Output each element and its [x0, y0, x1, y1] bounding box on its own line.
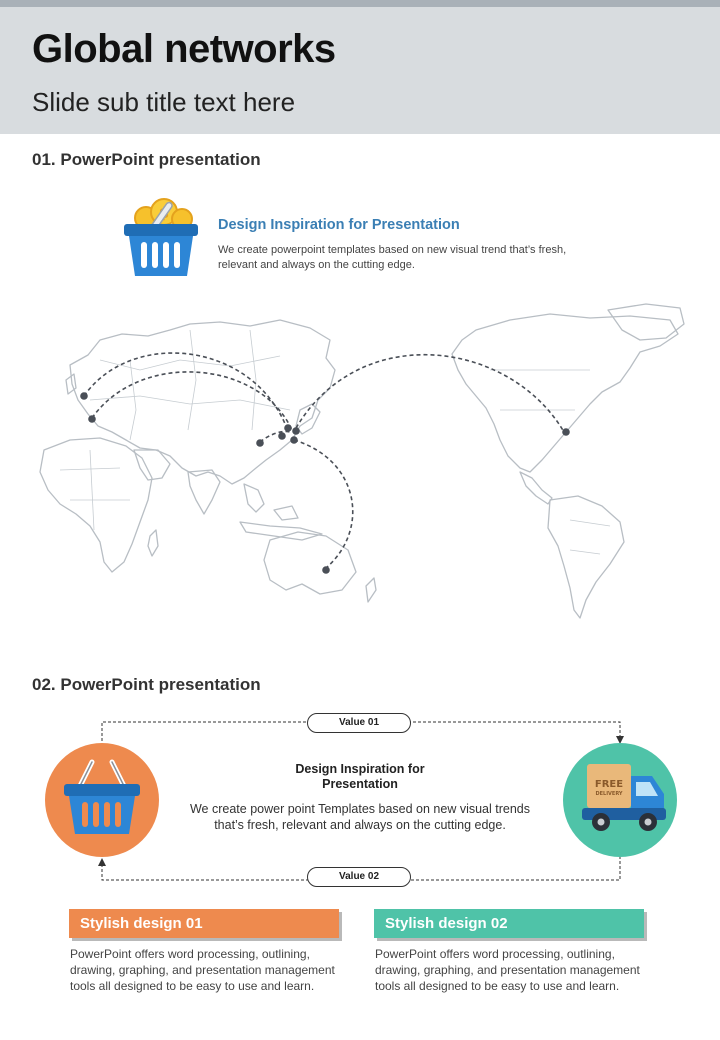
- card-2-title: Stylish design 02: [374, 909, 644, 938]
- card-2-text: PowerPoint offers word processing, outlining, drawing, graphing, and presentation management tools all designed to be easy to use and learn.: [375, 947, 640, 993]
- value-02-pill: Value 02: [307, 867, 411, 887]
- shopping-basket-coins-icon: [120, 196, 202, 280]
- basket-icon: [44, 742, 162, 860]
- feature-text: We create powerpoint templates based on new visual trend that’s fresh, relevant and always on the cutting edge.: [218, 244, 567, 271]
- truck-label-free: FREE: [594, 779, 624, 790]
- section-1-heading: 01. PowerPoint presentation: [32, 150, 261, 169]
- top-accent-bar: [0, 0, 720, 7]
- card-1-title: Stylish design 01: [69, 909, 339, 938]
- center-title: Design Inspiration for Presentation: [295, 762, 425, 791]
- feature-title: Design Inspiration for Presentation: [218, 217, 460, 233]
- delivery-truck-icon: [560, 742, 682, 860]
- header-band: [0, 7, 720, 134]
- value-01-pill: Value 01: [307, 713, 411, 733]
- card-1-text: PowerPoint offers word processing, outlining, drawing, graphing, and presentation management tools all designed to be easy to use and learn.: [70, 947, 335, 993]
- world-map: [30, 300, 690, 630]
- section-2-heading: 02. PowerPoint presentation: [32, 675, 261, 694]
- page-title: Global networks: [32, 27, 336, 71]
- center-text: We create power point Templates based on new visual trends that’s fresh, relevant and always on the cutting edge.: [189, 802, 530, 832]
- truck-label-delivery: DELIVERY: [595, 791, 623, 797]
- page-subtitle: Slide sub title text here: [32, 87, 296, 117]
